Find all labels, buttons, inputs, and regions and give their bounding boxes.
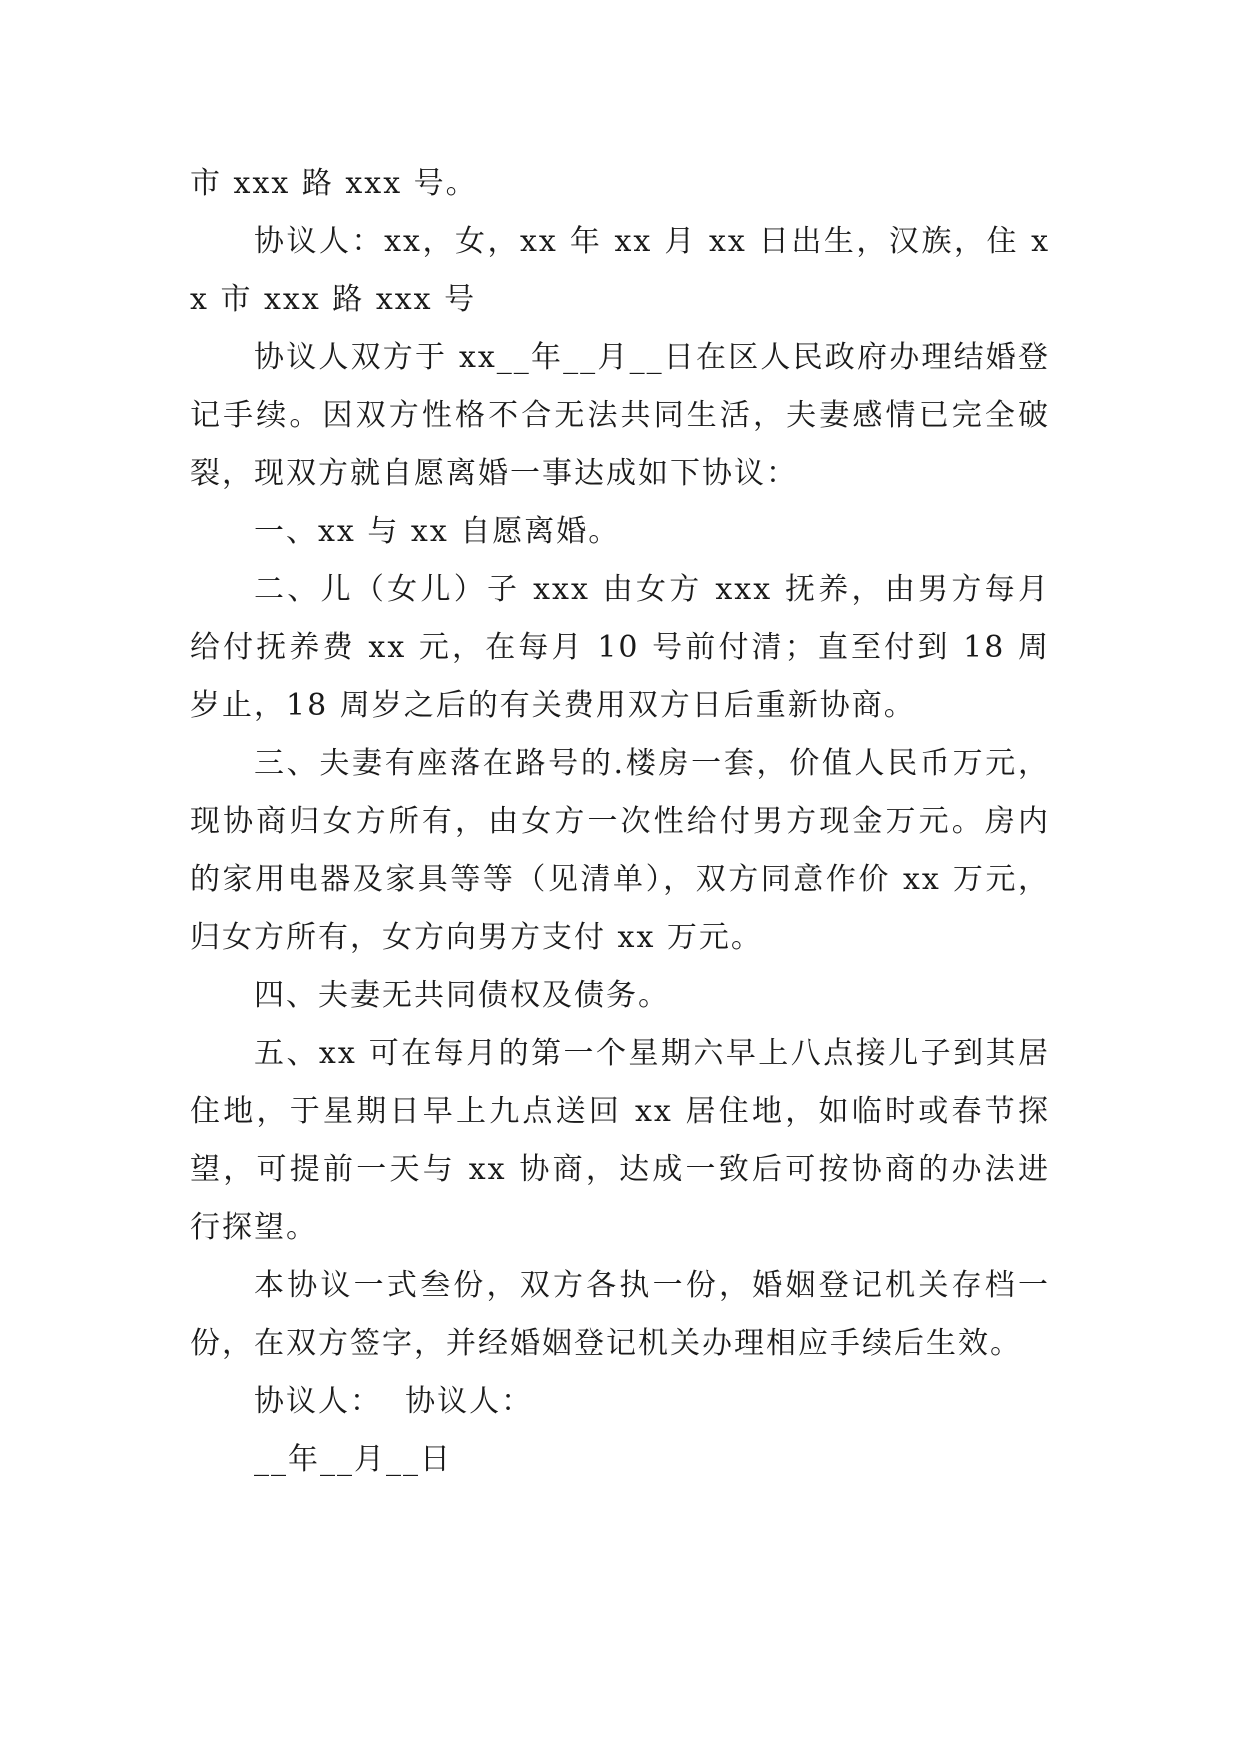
- marriage-background-paragraph: 协议人双方于 xx__年__月__日在区人民政府办理结婚登记手续。因双方性格不合无法共同生活，夫妻感情已完全破裂，现双方就自愿离婚一事达成如下协议：: [190, 340, 1050, 491]
- clause-1-paragraph: 一、xx 与 xx 自愿离婚。: [254, 514, 621, 549]
- party-female-paragraph: 协议人：xx，女，xx 年 xx 月 xx 日出生，汉族，住 xx 市 xxx 路 xxx 号: [190, 224, 1050, 317]
- clause-4-paragraph: 四、夫妻无共同债权及债务。: [254, 978, 670, 1013]
- copies-clause-paragraph: 本协议一式叁份，双方各执一份，婚姻登记机关存档一份，在双方签字，并经婚姻登记机关办理相应手续后生效。: [190, 1268, 1050, 1361]
- signature-line: 协议人： 协议人：: [254, 1384, 534, 1419]
- document-body: [190, 155, 1050, 1489]
- clause-5-paragraph: 五、xx 可在每月的第一个星期六早上八点接儿子到其居住地，于星期日早上九点送回 xx 居住地，如临时或春节探望，可提前一天与 xx 协商，达成一致后可按协商的办法进行探望。: [190, 1036, 1050, 1245]
- date-line: __年__月__日: [254, 1442, 452, 1477]
- clause-2-paragraph: 二、儿（女儿）子 xxx 由女方 xxx 抚养，由男方每月给付抚养费 xx 元，在每月 10 号前付清；直至付到 18 周岁止，18 周岁之后的有关费用双方日后重新协商。: [190, 572, 1050, 723]
- clause-3-paragraph: 三、夫妻有座落在路号的.楼房一套，价值人民币万元，现协商归女方所有，由女方一次性给付男方现金万元。房内的家用电器及家具等等（见清单），双方同意作价 xx 万元，归女方所有，女方向男方支付 xx 万元。: [190, 746, 1050, 955]
- address-continuation: 市 xxx 路 xxx 号。: [190, 166, 478, 201]
